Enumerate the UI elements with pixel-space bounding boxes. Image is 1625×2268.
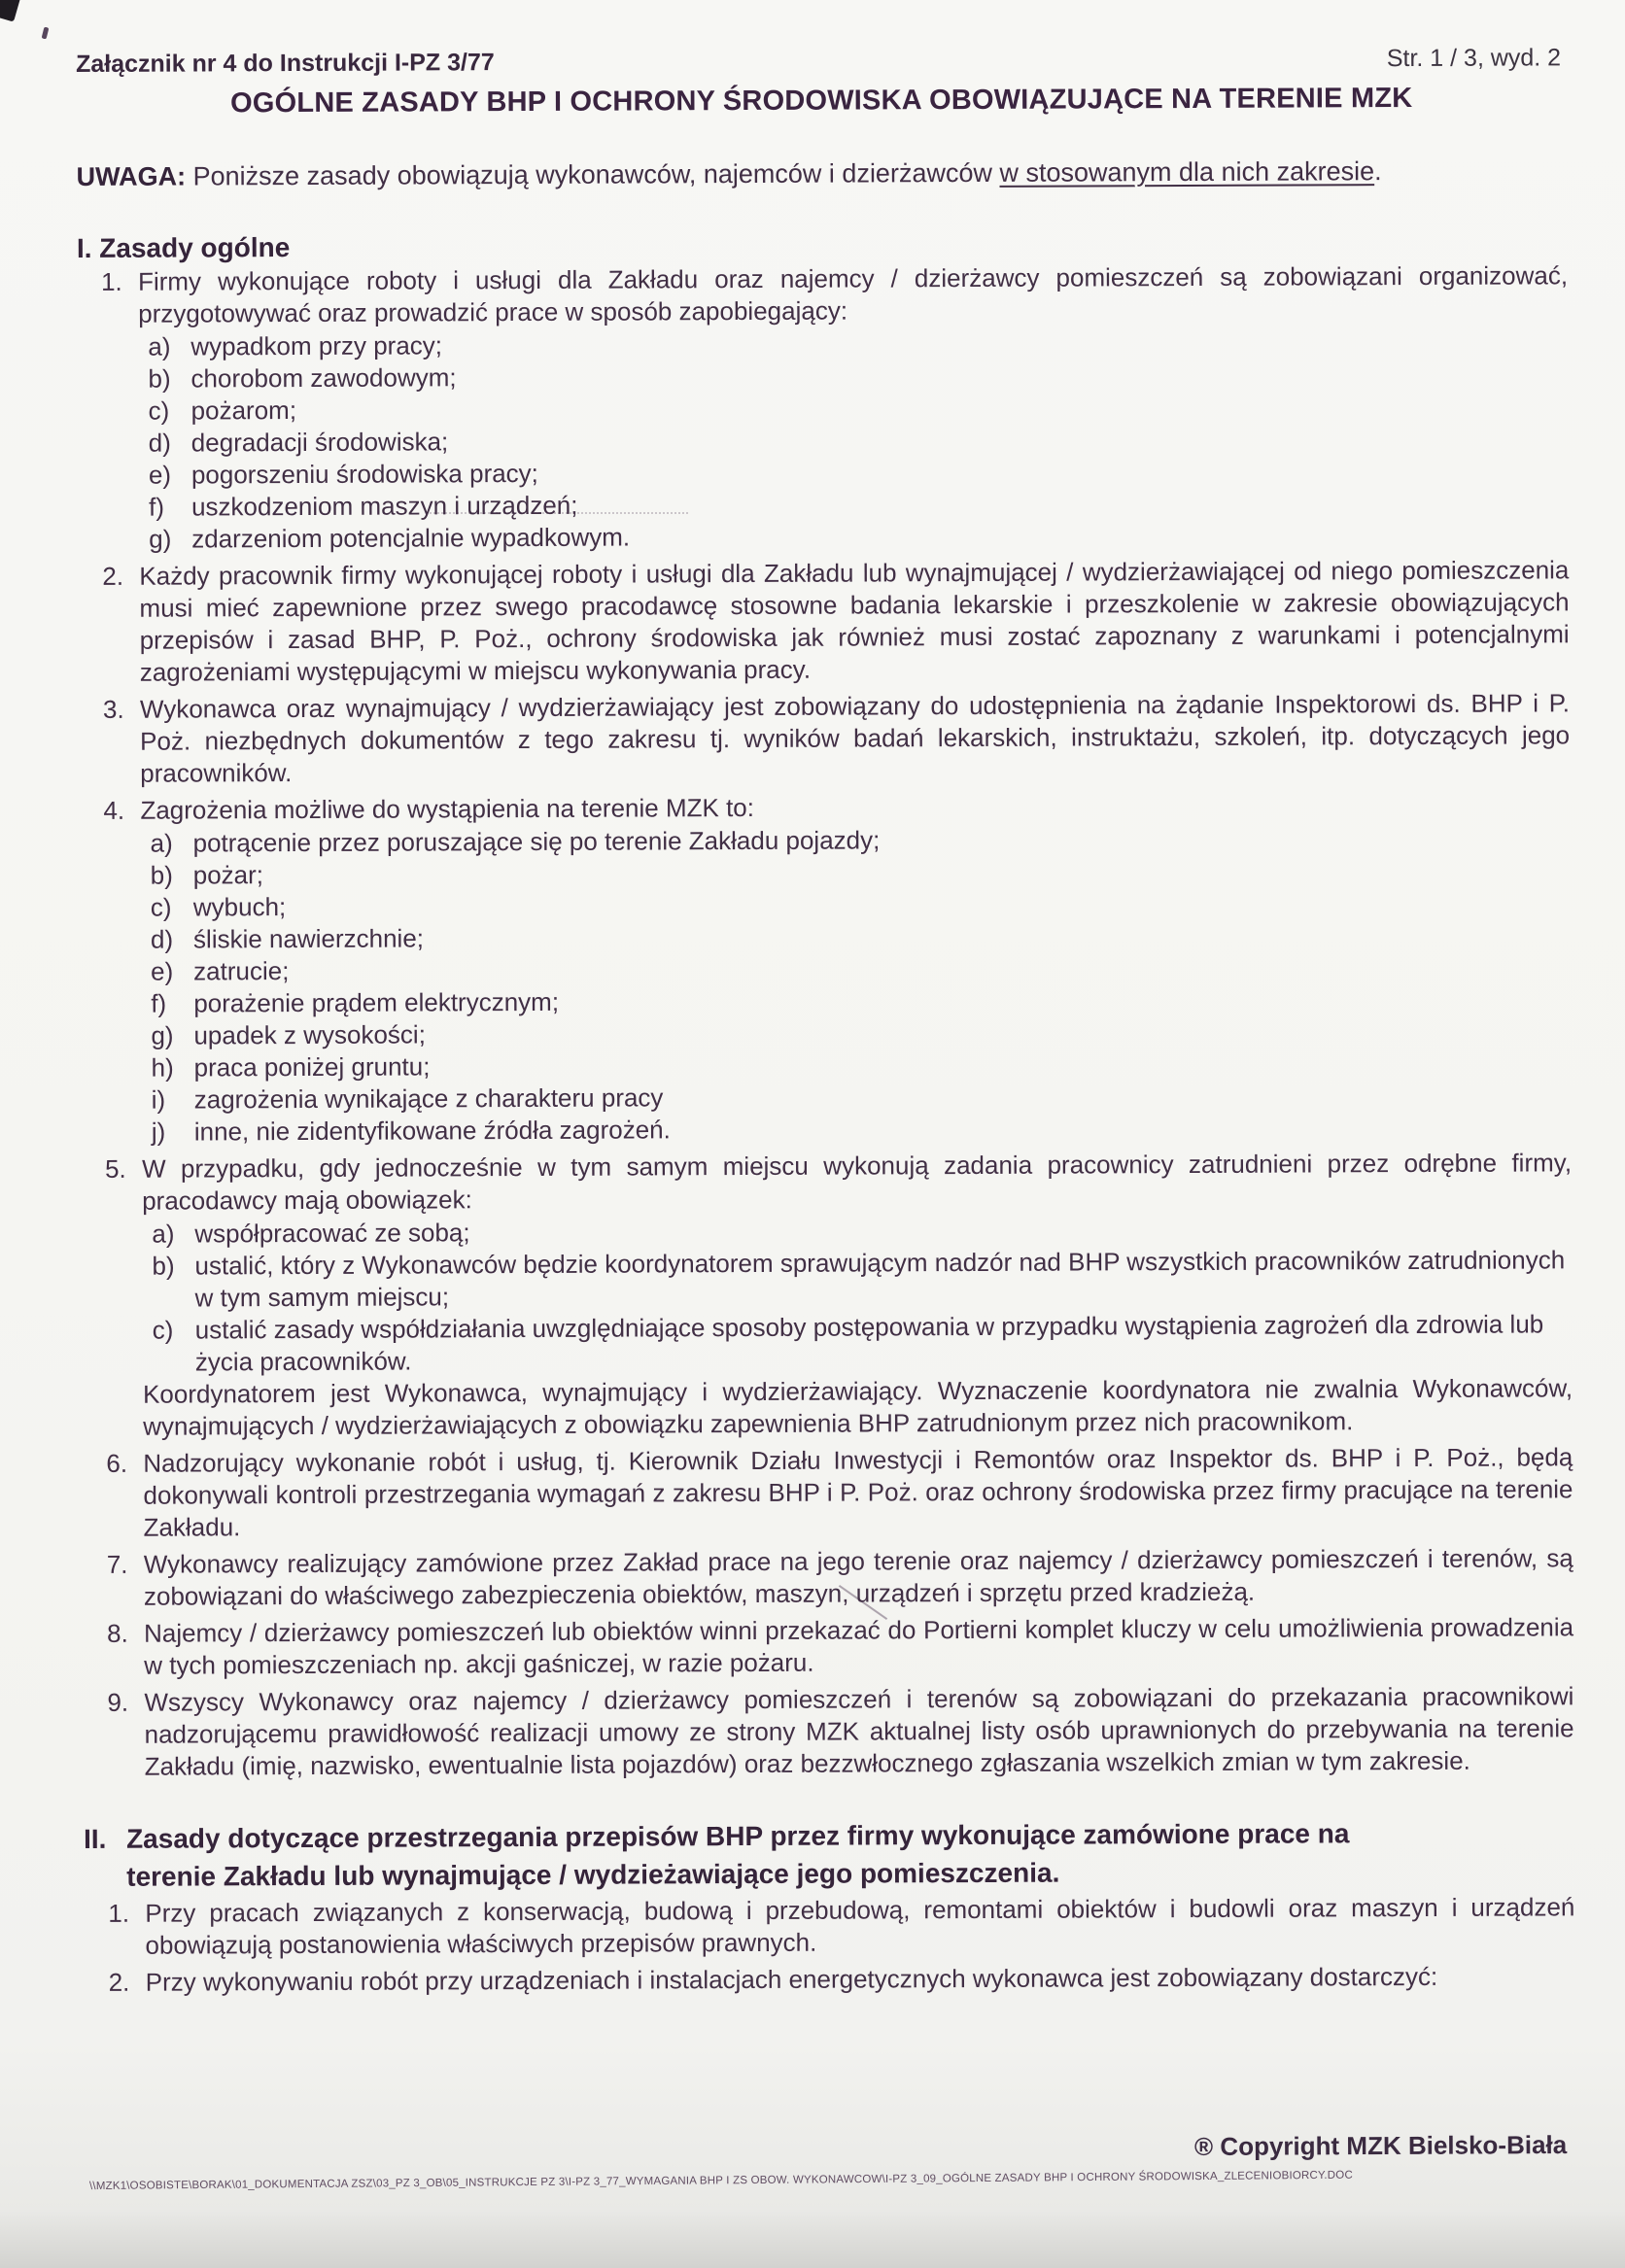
sub-text: inne, nie zidentyfikowane źródła zagrożeń. [193, 1115, 671, 1147]
list-item-2 [78, 554, 1570, 689]
item-number: 3. [102, 694, 124, 724]
item-body: Najemcy / dzierżawcy pomieszczeń lub obiektów winni przekazać do Portierni komplet kluczy w celu umożliwienia prowadzenia w tych pomieszczeniach np. akcji gaśniczej, w razie pożaru. [144, 1612, 1574, 1680]
sub-text: pożar; [192, 860, 264, 890]
section-i-heading: I. Zasady ogólne [76, 232, 291, 263]
list-item-1 [77, 259, 1569, 556]
sub-item [142, 1110, 1572, 1148]
sub-text: ustalić, który z Wykonawców będzie koordynatorem sprawującym nadzór nad BHP wszystkich pracowników zatrudnionych w tym samym miejscu; [194, 1245, 1566, 1313]
sub-text: zdarzeniom potencjalnie wypadkowym. [191, 522, 631, 554]
list-item-5 [81, 1147, 1573, 1443]
sub-text: zatrucie; [193, 956, 290, 986]
sub-marker: f) [151, 988, 167, 1018]
item-body: Wykonawca oraz wynajmujący / wydzierżawiający jest zobowiązany do udostępnienia na żądanie Inspektorowi ds. BHP i P. Poż. niezbędnych dokumentów z tego zakresu tj. wyników badań lekarskich, instruktażu, szkoleń, itp. dotyczących jego pracowników. [139, 688, 1571, 788]
list-item-8 [83, 1611, 1573, 1682]
item-body: Nadzorujący wykonanie robót i usług, tj. Kierownik Działu Inwestycji i Remontów oraz Inspektor ds. BHP i P. Poż., będą dokonywali kontroli przestrzegania wymagań z zakresu BHP i P. Poż. oraz ochrony środowiska przez firmy pracujące na terenie Zakładu. [143, 1442, 1573, 1542]
item-body: Przy pracach związanych z konserwacją, budową i przebudową, remontami obiektów i budowli oraz maszyn i urządzeń obowiązują postanowienia właściwych przepisów prawnych. [145, 1892, 1575, 1960]
sub-marker: f) [148, 492, 165, 522]
section-ii-heading [84, 1813, 1574, 1896]
sub-text: uszkodzeniom maszyn i urządzeń; [190, 490, 578, 522]
sublist [140, 821, 1571, 1148]
sub-item [143, 1308, 1573, 1378]
document-content [76, 42, 1575, 2004]
sub-marker: c) [152, 1315, 174, 1345]
item-number: 8. [107, 1618, 128, 1648]
item-body: Każdy pracownik firmy wykonującej roboty i usługi dla Zakładu lub wynajmującej / wydzierżawiającej od niego pomieszczenia musi mieć zapewnione przez swego pracodawcę stosowne badania lekarskie i przeszkolenie w zakresie obowiązujących przepisów i zasad BHP, P. Poż., ochrony środowiska jak również musi zostać zapoznany z warunkami i potencjalnymi zagrożeniami występującymi w miejscu wykonywania pracy. [139, 555, 1570, 687]
item-number: 9. [107, 1687, 129, 1717]
sub-marker: b) [148, 363, 171, 394]
page-number-label: Str. 1 / 3, wyd. 2 [1386, 44, 1562, 73]
sub-text: pożarom; [190, 395, 297, 426]
item-number: 2. [102, 561, 124, 591]
sub-text: współpracować ze sobą; [194, 1218, 470, 1249]
item-body: Wszyscy Wykonawcy oraz najemcy / dzierżawcy pomieszczeń i terenów są zobowiązani do przekazania pracownikowi nadzorującemu prawidłowość realizacji umowy ze strony MZK aktualnej listy osób uprawnionych do przebywania na terenie Zakładu (imię, nazwisko, ewentualnie lista pojazdów) oraz bezzwłocznego zgłaszania wszelkich zmian w tym zakresie. [144, 1681, 1574, 1781]
sub-text: wypadkom przy pracy; [190, 330, 443, 361]
sublist [138, 325, 1569, 555]
notice-label: UWAGA: [76, 161, 187, 191]
list-item-6 [82, 1441, 1573, 1544]
sub-text: chorobom zawodowym; [190, 362, 457, 394]
section-ii-heading-text: Zasady dotyczące przestrzegania przepisów BHP przez firmy wykonujące zamówione prace na terenie Zakładu lub wynajmujące / wydzieżawiające jego pomieszczenia. [125, 1818, 1350, 1892]
list-item-ii-1 [84, 1891, 1574, 1962]
sub-item [139, 517, 1569, 555]
sub-text: pogorszeniu środowiska pracy; [190, 458, 538, 490]
sub-marker: b) [152, 1251, 175, 1281]
sub-marker: i) [151, 1084, 166, 1115]
sublist [142, 1212, 1573, 1378]
item-number: 1. [100, 266, 122, 296]
list-item-4 [79, 788, 1572, 1149]
copyright-line: ® Copyright MZK Bielsko-Biała [1193, 2129, 1568, 2162]
item-body: Wykonawcy realizujący zamówione przez Zakład prace na jego terenie oraz najemcy / dzierżawcy pomieszczeń i terenów, są zobowiązani do właściwego zabezpieczenia obiektów, maszyn, urządzeń i sprzętu przed kradzieżą. [143, 1543, 1573, 1611]
item-body: Przy wykonywaniu robót przy urządzeniach i instalacjach energetycznych wykonawca jest zobowiązany dostarczyć: [145, 1961, 1438, 1997]
list-item-ii-2 [85, 1960, 1575, 1999]
list-item-9 [83, 1680, 1573, 1783]
notice-line [77, 155, 1568, 193]
item-text: Firmy wykonujące roboty i usługi dla Zakładu oraz najemcy / dzierżawcy pomieszczeń są zobowiązani organizować, przygotowywać oraz prowadzić prace w sposób zapobiegający: [137, 260, 1569, 328]
sub-marker: j) [151, 1117, 166, 1147]
item-text: W przypadku, gdy jednocześnie w tym samym miejscu wykonują zadania pracownicy zatrudnieni przez odrębne firmy, pracodawcy mają obowiązek: [141, 1148, 1573, 1216]
sub-marker: g) [149, 524, 172, 554]
list-item-7 [83, 1542, 1573, 1613]
sub-marker: a) [152, 1219, 175, 1249]
sub-text: upadek z wysokości; [193, 1019, 426, 1050]
sub-marker: b) [150, 860, 173, 890]
notice-text: Poniższe zasady obowiązują wykonawców, najemców i dzierżawców [185, 157, 1000, 191]
sub-marker: h) [151, 1052, 174, 1082]
notice-underlined-text: w stosowanym dla nich zakresie [999, 156, 1375, 188]
item-number: 1. [108, 1898, 130, 1928]
header-row [76, 42, 1567, 81]
sub-text: ustalić zasady współdziałania uwzględniające sposoby postępowania w przypadku wystąpienia zagrożeń dla zdrowia lub życia pracowników. [194, 1309, 1544, 1377]
file-path-line: \\MZK1\OSOBISTE\BORAK\01_DOKUMENTACJA ZSZ\03_PZ 3_OB\05_INSTRUKCJE PZ 3\I-PZ 3_77_WYMAGANIA BHP I ZS OBOW. WYKONAWCOW\I-PZ 3_09_OGÓLNE ZASADY BHP I OCHRONY ŚRODOWISKA_ZLECENIOBIORCY.DOC [88, 2169, 1353, 2192]
sub-text: śliskie nawierzchnie; [192, 923, 425, 954]
item-number: 4. [103, 795, 125, 825]
sub-marker: d) [148, 428, 171, 458]
sub-marker: c) [150, 892, 172, 922]
sub-text: zagrożenia wynikające z charakteru pracy [193, 1082, 664, 1115]
sub-text: porażenie prądem elektrycznym; [193, 986, 560, 1018]
section-ii-number: II. [83, 1823, 107, 1854]
sub-marker: a) [148, 331, 171, 361]
item-body [142, 1147, 1573, 1442]
scan-corner-artifact [0, 0, 20, 22]
notice-suffix: . [1374, 156, 1382, 187]
scan-speck-artifact [42, 27, 50, 40]
item-body [140, 788, 1572, 1148]
sub-text: praca poniżej gruntu; [193, 1051, 431, 1082]
sub-marker: g) [151, 1020, 174, 1050]
coordinator-note: Koordynatorem jest Wykonawca, wynajmujący i wydzierżawiający. Wyznaczenie koordynatora nie zwalnia Wykonawców, wynajmujących / wydzierżawiających z obowiązku zapewnienia BHP zatrudnionym przez nich pracownikom. [142, 1373, 1573, 1441]
sub-marker: e) [148, 460, 172, 490]
sub-item [142, 1244, 1572, 1314]
sub-marker: c) [148, 395, 170, 426]
sub-text: wybuch; [192, 892, 287, 922]
section-ii-list [84, 1891, 1574, 1999]
sub-marker: e) [151, 956, 174, 986]
sub-text: degradacji środowiska; [190, 427, 449, 458]
item-number: 6. [106, 1448, 128, 1478]
item-number: 7. [106, 1549, 128, 1579]
sub-marker: a) [150, 828, 173, 858]
sub-text: potrącenie przez poruszające się po terenie Zakładu pojazdy; [192, 825, 881, 858]
item-number: 5. [104, 1153, 126, 1184]
sub-marker: d) [150, 924, 174, 954]
list-item-3 [79, 687, 1570, 790]
item-text: Zagrożenia możliwe do wystąpienia na terenie MZK to: [140, 792, 755, 825]
attachment-label: Załącznik nr 4 do Instrukcji I-PZ 3/77 [76, 49, 495, 78]
document-title: OGÓLNE ZASADY BHP I OCHRONY ŚRODOWISKA OBOWIĄZUJĄCE NA TERENIE MZK [230, 82, 1413, 120]
item-number: 2. [108, 1967, 130, 1997]
section-i-list [77, 259, 1574, 1783]
item-body [138, 259, 1569, 555]
